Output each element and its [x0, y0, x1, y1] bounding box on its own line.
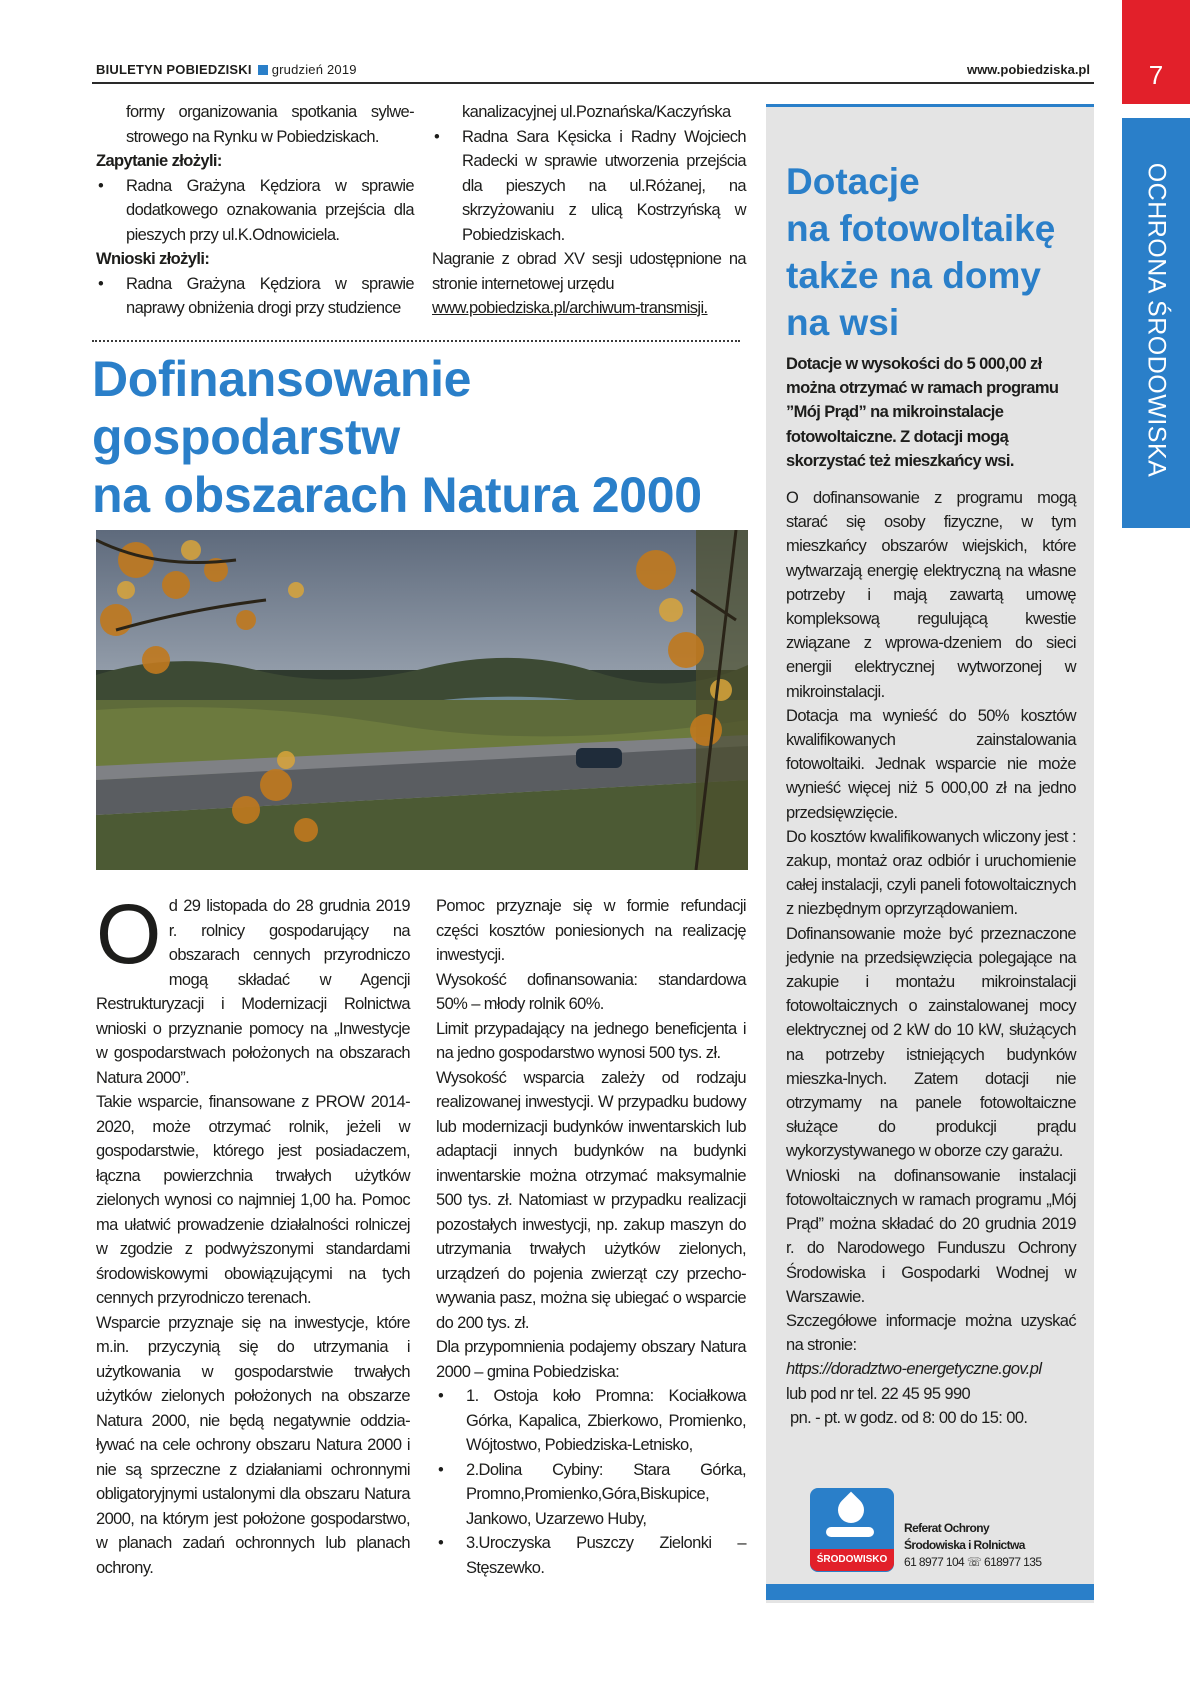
- prev-article-col2: [432, 100, 746, 321]
- archive-link[interactable]: www.pobiedziska.pl/archiwum-transmisji.: [432, 299, 708, 317]
- page-number: 7: [1122, 0, 1190, 104]
- prev-bullet: • Radna Grażyna Kędziora w sprawie naprawy obniżenia drogi przy studzience: [96, 272, 414, 321]
- prev-heading-questions: Zapytanie złożyli:: [96, 152, 222, 170]
- prev-text: kanalizacyjnej ul.Poznańska/Kaczyńska: [462, 103, 731, 121]
- sidebar-title-line: Dotacje: [786, 161, 920, 202]
- header-rule: [92, 82, 1094, 84]
- sidebar-title-line: na wsi: [786, 302, 900, 343]
- sidebar-paragraph: Wnioski na dofinansowanie instalacji fotowoltaicznych w ramach programu „Mój Prąd” można składać do 20 grudnia 2019 r. do Narodowego Funduszu Ochrony Środowiska i Gospodarki Wodnej w Warszawie.: [786, 1166, 1076, 1306]
- sidebar-paragraph: Do kosztów kwalifikowanych wliczony jest : zakup, montaż oraz odbiór i uruchomienie całej instalacji, czyli paneli fotowoltaicznych z niezbędnym oprzyrządowaniem.: [786, 827, 1076, 919]
- natura-area-item: • 1. Ostoja koło Promna: Kociałkowa Górka, Kapalica, Zbierkowo, Promienko, Wójtostwo, Pobiedziska-Letnisko,: [436, 1384, 746, 1458]
- article-paragraph: Wysokość dofinansowania: standardowa 50% – młody rolnik 60%.: [436, 970, 746, 1013]
- natura-area-item: • 3.Uroczyska Puszczy Zielonki – Stęszewko.: [436, 1531, 746, 1580]
- hand-icon: [826, 1527, 874, 1537]
- article-title-line: na obszarach Natura 2000: [92, 467, 702, 523]
- info-phone: lub pod nr tel. 22 45 95 990: [786, 1384, 971, 1403]
- sidebar-body: [786, 486, 1076, 1430]
- article-col1: [96, 887, 410, 1580]
- article-photo: [96, 530, 748, 870]
- header-publication: BIULETYN POBIEDZISKI grudzień 2019: [96, 62, 357, 77]
- contact-line: Referat Ochrony: [904, 1521, 990, 1535]
- natura-area-item: • 2.Dolina Cybiny: Stara Górka, Promno,Promienko,Góra,Biskupice, Jankowo, Uzarzewo Huby,: [436, 1458, 746, 1532]
- info-hours: pn. - pt. w godz. od 8: 00 do 15: 00.: [790, 1408, 1028, 1427]
- header-square: [258, 65, 268, 75]
- article-paragraph: Takie wsparcie, finansowane z PROW 2014-2020, może otrzymać rolnik, jeżeli w gospodarstwie, którego jest posiadaczem, łączna powierzchnia trwałych użytków zielonych wynosi co najmniej 1,00 ha. Pomoc ma ułatwić prowadzenie działalności rolniczej w zgodzie z podwyższonymi standardami środowiskowymi obowiązującymi na tych cennych przyrodniczo terenach.: [96, 1093, 410, 1307]
- header-website[interactable]: www.pobiedziska.pl: [966, 62, 1090, 77]
- article-title: [92, 350, 702, 524]
- article-paragraph: Pomoc przyznaje się w formie refundacji części kosztów poniesionych na realizację inwestycji.: [436, 897, 746, 964]
- sidebar-title: [786, 158, 1055, 346]
- logo-label: ŚRODOWISKO: [810, 1549, 894, 1571]
- article-title-line: gospodarstw: [92, 409, 400, 465]
- prev-text: formy organizowania spotkania sylwe-strowego na Rynku w Pobiedziskach.: [126, 103, 414, 146]
- contact-line: Środowiska i Rolnictwa: [904, 1538, 1025, 1552]
- prev-text: Nagranie z obrad XV sesji udostępnione na stronie internetowej urzędu: [432, 250, 746, 293]
- sidebar-title-line: także na domy: [786, 255, 1041, 296]
- article-paragraph: Od 29 listopada do 28 grudnia 2019 r. rolnicy gospodarujący na obszarach cennych przyrodniczo mogą składać w Agencji Restrukturyzacji i Modernizacji Rolnictwa wnioski o przyznanie pomocy na „Inwestycje w gospodarstwach położonych na obszarach Natura 2000”.: [96, 887, 410, 1087]
- dotted-divider: [92, 340, 740, 342]
- header-date: grudzień 2019: [271, 62, 357, 77]
- sidebar-lead: Dotacje w wysokości do 5 000,00 zł można otrzymać w ramach programu ”Mój Prąd” na mikroinstalacje fotowoltaiczne. Z dotacji mogą skorzystać też mieszkańcy wsi.: [786, 355, 1059, 470]
- article-col2: [436, 894, 746, 1580]
- sidebar-title-line: na fotowoltaikę: [786, 208, 1056, 249]
- department-contact: [904, 1520, 1041, 1571]
- sidebar-paragraph: Dofinansowanie może być przeznaczone jedynie na przedsięwzięcia polegające na zakupie i montażu mikroinstalacji fotowoltaicznych o zainstalowanej mocy elektrycznej od 2 kW do 10 kW, służących na potrzeby istniejących budynków mieszka-lnych. Zatem dotacji nie otrzymamy na panele fotowoltaiczne służące do produkcji prądu wykorzystywanego w oborze czy garażu.: [786, 924, 1076, 1161]
- prev-bullet: • Radna Sara Kęsicka i Radny Wojciech Radecki w sprawie utworzenia przejścia dla pieszych na ul.Różanej, na skrzyżowaniu z ulicą Kostrzyńską w Pobiedziskach.: [432, 125, 746, 248]
- info-url[interactable]: https://doradztwo-energetyczne.gov.pl: [786, 1360, 1042, 1379]
- article-paragraph: Wysokość wsparcia zależy od rodzaju realizowanej inwestycji. W przypadku budowy lub modernizacji budynków inwentarskich lub adaptacji innych budynków na budynki inwentarskie można otrzymać maksymalnie 500 tys. zł. Natomiast w przypadku realizacji pozostałych inwestycji, np. zakup maszyn do utrzymania trwałych użytków zielonych, urządzeń do pojenia zwierząt czy przecho-wywania pasz, można się ubiegać o wsparcie do 200 tys. zł.: [436, 1068, 746, 1332]
- section-label: OCHRONA ŚRODOWISKA: [1142, 162, 1171, 478]
- sidebar-paragraph: O dofinansowanie z programu mogą starać się osoby fizyczne, w tym mieszkańcy obszarów wiejskich, które wytwarzają energię elektryczną na własne potrzeby i mają zawartą umowę kompleksową regulującą kwestie związane z wprowa-dzeniem do sieci energii elektrycznej wytworzonej w mikroinstalacji.: [786, 489, 1076, 701]
- article-title-line: Dofinansowanie: [92, 351, 472, 407]
- prev-heading-motions: Wnioski złożyli:: [96, 250, 210, 268]
- dropcap: O: [96, 887, 161, 981]
- prev-article-col1: [96, 100, 414, 321]
- sidebar-paragraph: Szczegółowe informacje można uzyskać na stronie:: [786, 1311, 1076, 1355]
- article-paragraph: Limit przypadający na jednego beneficjenta i na jedno gospodarstwo wynosi 500 tys. zł.: [436, 1019, 746, 1062]
- sidebar-box-bottom: [766, 1584, 1094, 1600]
- contact-phones: 61 8977 104 ☏ 618977 135: [904, 1555, 1042, 1569]
- article-paragraph: Wsparcie przyznaje się na inwestycje, które m.in. przyczynią się do utrzymania i użytkowania w gospodarstwie trwałych użytków zielonych położonych na obszarze Natura 2000, nie będą negatywnie oddzia-ływać na cele ochrony obszaru Natura 2000 i nie są sprzeczne z działaniami ochronnymi obligatoryjnymi ustalonymi dla obszaru Natura 2000, na którym jest położone gospodarstwo, w planach zadań ochronnych lub planach ochrony.: [96, 1313, 410, 1577]
- sidebar-paragraph: Dotacja ma wynieść do 50% kosztów kwalifikowanych zainstalowania fotowoltaiki. Jednak wsparcie nie może wynieść więcej niż 5 000,00 zł na jedno przedsięwzięcie.: [786, 706, 1076, 822]
- prev-bullet: • Radna Grażyna Kędziora w sprawie dodatkowego oznakowania przejścia dla pieszych przy ul.K.Odnowiciela.: [96, 174, 414, 248]
- article-paragraph: Dla przypomnienia podajemy obszary Natura 2000 – gmina Pobiedziska:: [436, 1338, 746, 1381]
